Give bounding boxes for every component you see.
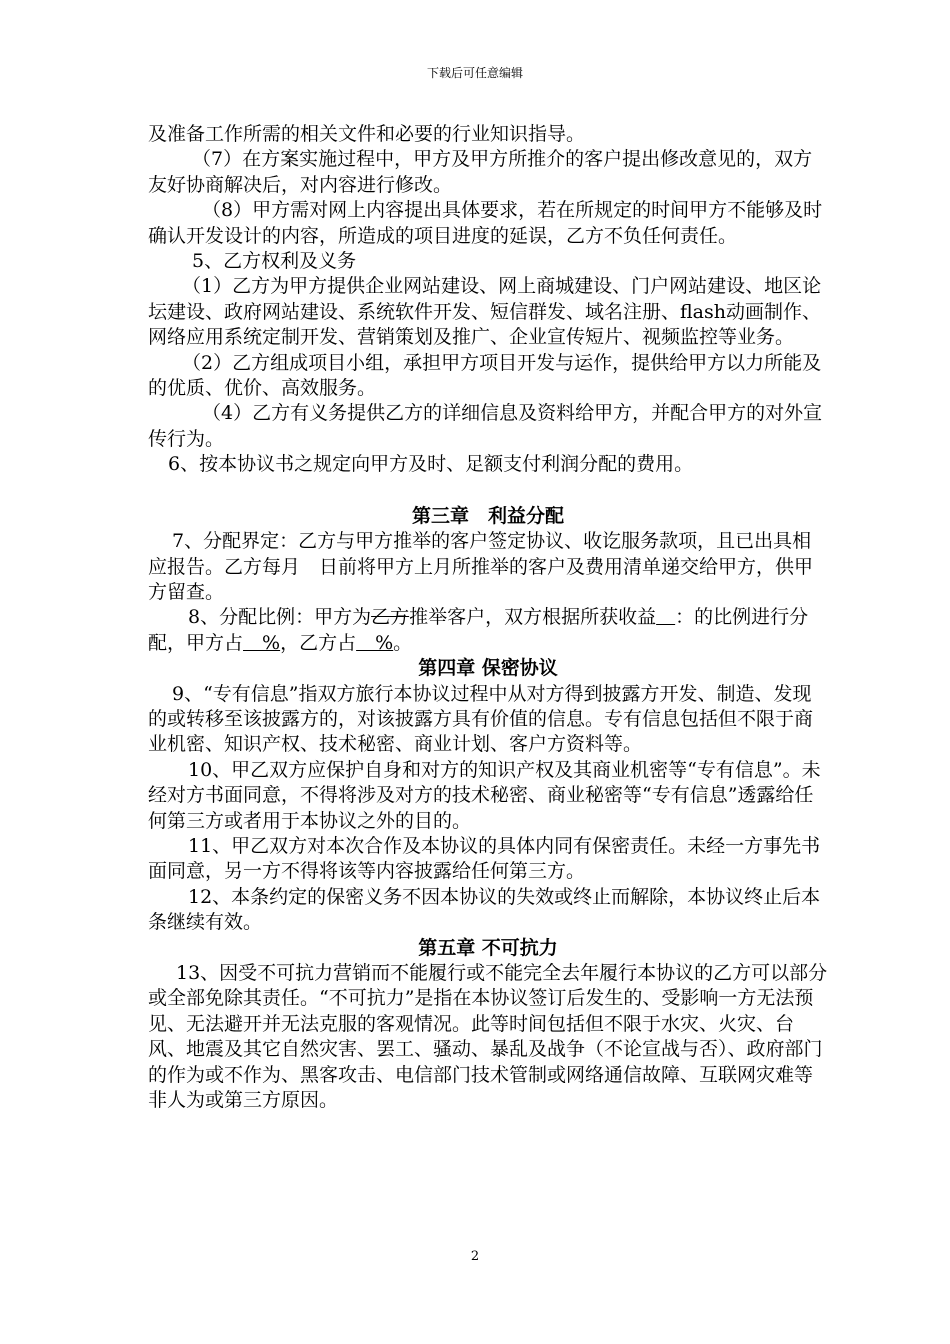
paragraph-10-ratio (148, 605, 828, 656)
paragraph-5-1: （1）乙方为甲方提供企业网站建设、网上商城建设、门户网站建设、地区论坛建设、政府网站建设、系统软件开发、短信群发、域名注册、flash动画制作、网络应用系统定制开发、营销策划及推广、企业宣传短片、视频监控等业务。 (148, 275, 822, 349)
ratio-text-e: ：的比例进行分配，甲方占 (148, 606, 809, 654)
paragraph-10-confidential: 10、甲乙双方应保护自身和对方的知识产权及其商业机密等“专有信息”。未经对方书面同意，不得将涉及对方的技术秘密、商业秘密等“专有信息”透露给任何第三方或者用于本协议之外的目的。 (148, 758, 821, 832)
ratio-text-a: 8、分配比例：甲方为 (188, 606, 372, 629)
paragraph-9-distribution: 7、分配界定：乙方与甲方推举的客户签定协议、收讫服务款项，且已出具相应报告。乙方每月 日前将甲方上月所推举的客户及费用清单递交给甲方，供甲方留查。 (148, 530, 814, 603)
page-header: 下载后可任意编辑 (426, 66, 523, 80)
page-number: 2 (470, 1249, 480, 1264)
paragraph-13-force-majeure: 13、因受不可抗力营销而不能履行或不能完全去年履行本协议的乙方可以部分或全部免除其责任。“不可抗力”是指在本协议签订后发生的、受影响一方无法预见、无法避开并无法克服的客观情况。此等时间包括但不限于水灾、火灾、台风、地震及其它自然灾害、罢工、骚动、暴乱及战争（不论宣战与否）、政府部门的作为或不作为、黑客攻击、电信部门技术管制或网络通信故障、互联网灾难等非人为或第三方原因。 (148, 962, 828, 1112)
party-a-percent: % (243, 631, 281, 654)
party-b-percent: % (356, 631, 394, 654)
ratio-text-i: 。 (393, 631, 413, 654)
ratio-text-g: ，乙方占 (280, 631, 357, 654)
ratio-blank (656, 606, 675, 628)
paragraph-6: 6、按本协议书之规定向甲方及时、足额支付利润分配的费用。 (168, 453, 694, 476)
document-body (148, 122, 828, 1113)
section-5-heading: 5、乙方权利及义务 (192, 250, 357, 273)
chapter-3-title: 第三章 利益分配 (411, 504, 564, 527)
paragraph-5-4: （4）乙方有义务提供乙方的详细信息及资料给甲方，并配合甲方的对外宣传行为。 (148, 402, 823, 450)
chapter-4-title: 第四章 保密协议 (418, 657, 558, 680)
paragraph-12-confidential: 12、本条约定的保密义务不因本协议的失效或终止而解除，本协议终止后本条继续有效。 (148, 885, 821, 934)
paragraph-1: 及准备工作所需的相关文件和必要的行业知识指导。 (148, 123, 586, 145)
paragraph-7: （7）在方案实施过程中，甲方及甲方所推介的客户提出修改意见的，双方友好协商解决后，对内容进行修改。 (148, 148, 813, 196)
paragraph-11-confidential: 11、甲乙双方对本次合作及本协议的具体内同有保密责任。未经一方事先书面同意，另一方不得将该等内容披露给任何第三方。 (148, 834, 821, 883)
ratio-text-struck: 乙方 (371, 606, 410, 629)
chapter-5-title: 第五章 不可抗力 (418, 936, 558, 959)
ratio-text-c: 推举客户，双方根据所获收益 (409, 606, 657, 629)
paragraph-9-confidential: 9、“专有信息”指双方旅行本协议过程中从对方得到披露方开发、制造、发现的或转移至该披露方的，对该披露方具有价值的信息。专有信息包括但不限于商业机密、知识产权、技术秘密、商业计划、客户方资料等。 (148, 682, 814, 756)
paragraph-5-2: （2）乙方组成项目小组，承担甲方项目开发与运作，提供给甲方以力所能及的优质、优价、高效服务。 (148, 351, 822, 400)
paragraph-8: （8）甲方需对网上内容提出具体要求，若在所规定的时间甲方不能够及时确认开发设计的内容，所造成的项目进度的延误，乙方不负任何责任。 (148, 199, 823, 247)
